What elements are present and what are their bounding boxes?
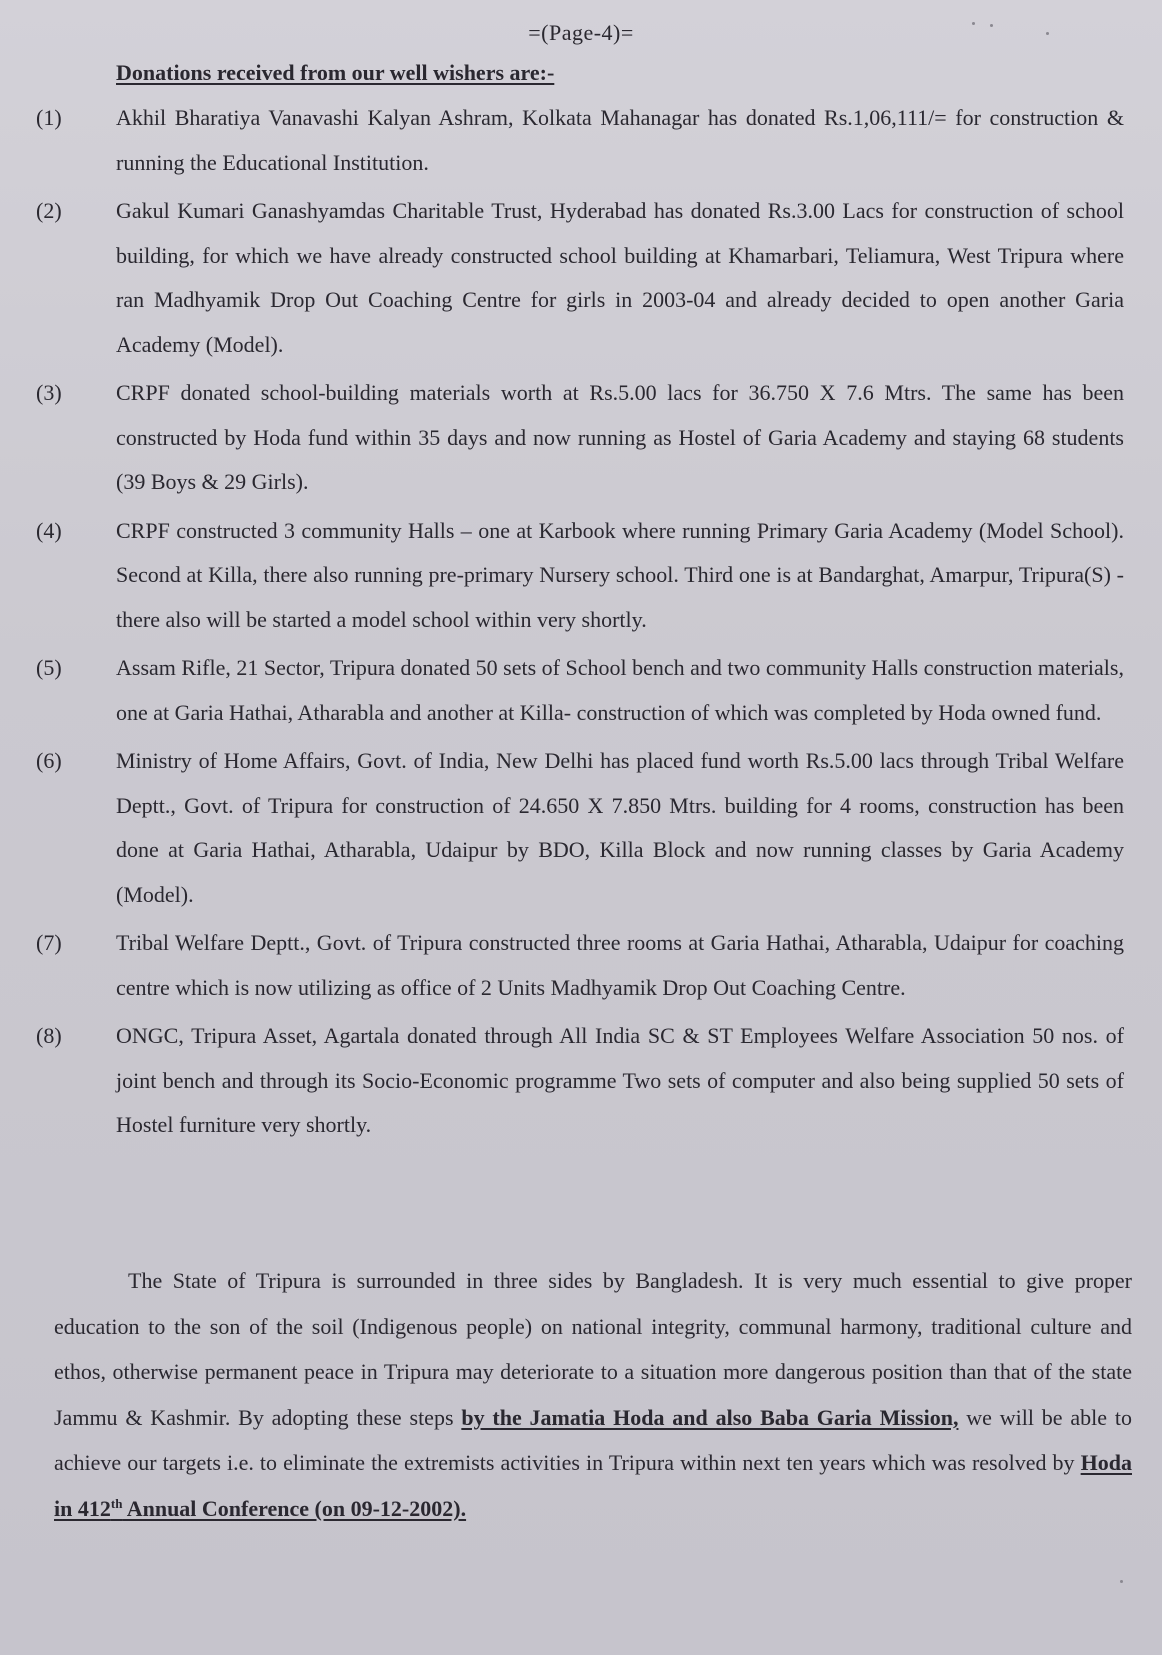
list-item: [0, 371, 1162, 505]
item-number: (8): [36, 1023, 62, 1048]
closing-emphasis-mission: by the Jamatia Hoda and also Baba Garia Mission,: [461, 1404, 959, 1430]
item-text: CRPF donated school-building materials worth at Rs.5.00 lacs for 36.750 X 7.6 Mtrs. The same has been constructed by Hoda fund within 35 days and now running as Hostel of Garia Academy and staying 68 students (39 Boys & 29 Girls).: [116, 380, 1124, 494]
list-item: [0, 739, 1162, 917]
page-number-header: =(Page-4)=: [528, 20, 634, 45]
item-number: (6): [36, 748, 62, 773]
item-text: ONGC, Tripura Asset, Agartala donated through All India SC & ST Employees Welfare Association 50 nos. of joint bench and through its Socio-Economic programme Two sets of computer and also being supplied 50 sets of Hostel furniture very shortly.: [116, 1023, 1124, 1137]
item-text: Tribal Welfare Deptt., Govt. of Tripura constructed three rooms at Garia Hathai, Atharabla, Udaipur for coaching centre which is now utilizing as office of 2 Units Madhyamik Drop Out Coaching Centre.: [116, 930, 1124, 1000]
item-text: Ministry of Home Affairs, Govt. of India, New Delhi has placed fund worth Rs.5.00 lacs through Tribal Welfare Deptt., Govt. of Tripura for construction of 24.650 X 7.850 Mtrs. building for 4 rooms, construction has been done at Garia Hathai, Atharabla, Udaipur by BDO, Killa Block and now running classes by Garia Academy (Model).: [116, 748, 1124, 907]
conference-text-pre: Hoda in 412: [54, 1450, 1132, 1521]
section-heading: Donations received from our well wishers are:-: [116, 60, 555, 85]
closing-text-part1: The State of Tripura is surrounded in three sides by Bangladesh. It is very much essential to give proper education to the son of the soil (Indigenous people) on national integrity, communal harmony, traditional culture and ethos, otherwise permanent peace in Tripura may deteriorate to a situation more dangerous position than that of the state Jammu & Kashmir. By adopting these steps: [54, 1268, 1132, 1430]
closing-paragraph: [54, 1258, 1132, 1531]
item-number: (4): [36, 517, 62, 543]
list-item: [0, 189, 1162, 367]
list-item: [0, 646, 1162, 735]
donation-list: [0, 96, 1162, 1152]
list-item: [0, 921, 1162, 1010]
paper-speck: [1120, 1580, 1123, 1583]
closing-text-part2: we will be able to achieve our targets i.e. to eliminate the extremists activities in Tripura within next ten years which was resolved by: [54, 1404, 1132, 1475]
list-item: [0, 96, 1162, 185]
item-number: (5): [36, 655, 62, 680]
item-text: Akhil Bharatiya Vanavashi Kalyan Ashram, Kolkata Mahanagar has donated Rs.1,06,111/= for construction & running the Educational Institution.: [116, 105, 1124, 175]
item-number: (1): [36, 105, 62, 130]
conference-text-post: Annual Conference (on 09-12-2002).: [122, 1495, 467, 1521]
item-text: Assam Rifle, 21 Sector, Tripura donated 50 sets of School bench and two community Halls construction materials, one at Garia Hathai, Atharabla and another at Killa- construction of which was completed by Hoda owned fund.: [116, 655, 1124, 725]
paper-speck: [990, 24, 993, 27]
item-text: Gakul Kumari Ganashyamdas Charitable Trust, Hyderabad has donated Rs.3.00 Lacs for construction of school building, for which we have already constructed school building at Khamarbari, Teliamura, West Tripura where ran Madhyamik Drop Out Coaching Centre for girls in 2003-04 and already decided to open another Garia Academy (Model).: [116, 198, 1124, 357]
list-item: [0, 1014, 1162, 1148]
paper-speck: [1046, 32, 1049, 35]
item-text: CRPF constructed 3 community Halls – one at Karbook where running Primary Garia Academy (Model School). Second at Killa, there also running pre-primary Nursery school. Third one is at Bandarghat, Amarpur, Tripura(S) - there also will be started a model school within very shortly.: [116, 517, 1124, 632]
list-item: [0, 509, 1162, 643]
item-number: (3): [36, 380, 62, 405]
ordinal-suffix: th: [110, 1495, 123, 1511]
item-number: (2): [36, 198, 62, 223]
item-number: (7): [36, 930, 62, 955]
paper-speck: [972, 22, 975, 25]
